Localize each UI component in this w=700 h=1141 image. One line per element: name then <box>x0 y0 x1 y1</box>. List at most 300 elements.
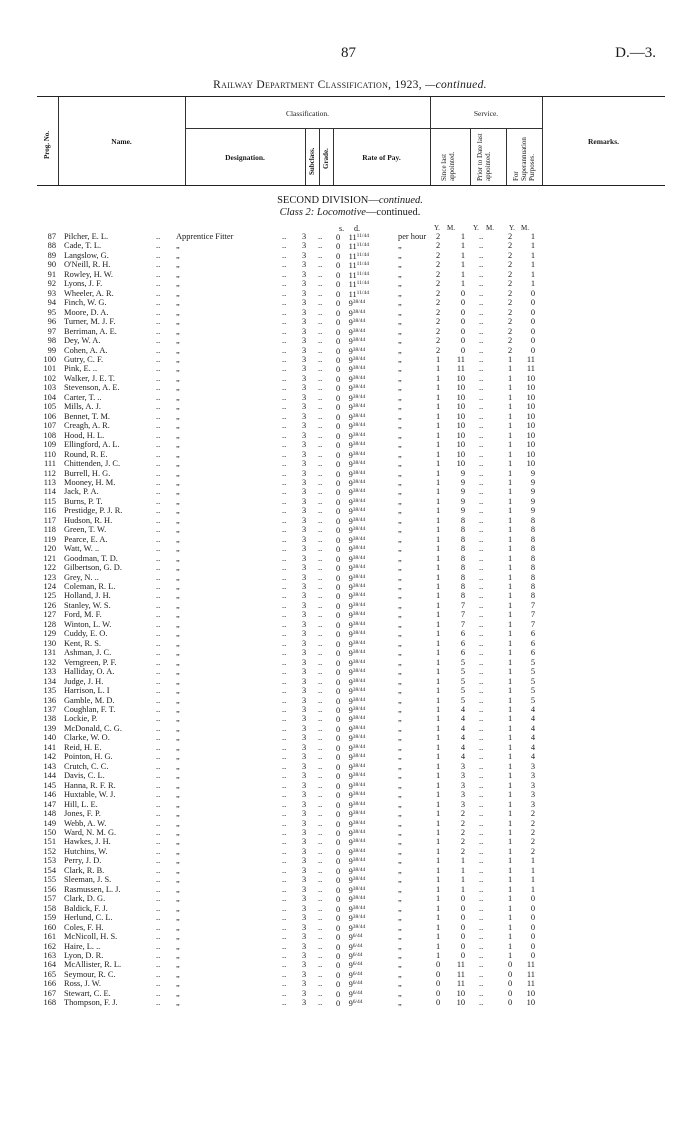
table-row <box>0 866 700 875</box>
super-months: 8 <box>530 515 535 525</box>
prior-service: .. <box>479 364 484 374</box>
since-months: 11 <box>456 364 465 374</box>
table-row <box>0 856 700 865</box>
division-label: SECOND DIVISION— <box>277 195 379 206</box>
since-years: 1 <box>436 667 441 677</box>
rate-of-pay: 0 $9^{38/44}$ <box>336 526 366 536</box>
prog-no: 154 <box>43 865 56 875</box>
table-row <box>0 487 700 496</box>
since-years: 0 <box>436 969 441 979</box>
super-years: 2 <box>508 307 513 317</box>
rate-fraction: 6/44 <box>352 933 363 940</box>
super-months: 0 <box>530 307 535 317</box>
leader-dots: .. <box>156 553 161 563</box>
rate-fraction: 38/44 <box>352 393 366 400</box>
subclass: 3 <box>302 648 307 658</box>
rate-fraction: 38/44 <box>352 762 366 769</box>
super-months: 0 <box>530 345 535 355</box>
employee-name: Hutchins, W. <box>64 846 108 856</box>
prog-no: 101 <box>43 364 56 374</box>
since-years: 1 <box>436 875 441 885</box>
designation: „ <box>176 534 180 544</box>
since-months: 3 <box>460 799 465 809</box>
leader-dots: .. <box>156 638 161 648</box>
table-row <box>0 421 700 430</box>
super-months: 11 <box>526 960 535 970</box>
prog-no: 129 <box>43 629 56 639</box>
leader-dots: .. <box>156 619 161 629</box>
rate-of-pay: 0 $9^{38/44}$ <box>336 441 366 451</box>
leader-dots: .. <box>318 932 323 942</box>
designation: „ <box>176 648 180 658</box>
prog-no: 166 <box>43 979 56 989</box>
leader-dots: .. <box>282 771 287 781</box>
table-row <box>0 960 700 969</box>
subclass: 3 <box>302 307 307 317</box>
subclass: 3 <box>302 875 307 885</box>
since-years: 1 <box>436 392 441 402</box>
prog-no: 122 <box>43 563 56 573</box>
since-years: 1 <box>436 383 441 393</box>
super-years: 1 <box>508 402 513 412</box>
since-years: 1 <box>436 364 441 374</box>
prior-service: .. <box>479 298 484 308</box>
leader-dots: .. <box>318 667 323 677</box>
subclass: 3 <box>302 288 307 298</box>
designation: „ <box>176 941 180 951</box>
subclass: 3 <box>302 818 307 828</box>
prog-no: 148 <box>43 809 56 819</box>
leader-dots: .. <box>156 790 161 800</box>
rate-unit: „ <box>398 307 402 317</box>
leader-dots: .. <box>282 695 287 705</box>
prior-service: .. <box>479 392 484 402</box>
prog-no: 116 <box>43 506 56 516</box>
since-months: 8 <box>460 572 465 582</box>
table-row <box>0 279 700 288</box>
designation: „ <box>176 818 180 828</box>
leader-dots: .. <box>282 818 287 828</box>
since-months: 1 <box>460 884 465 894</box>
subclass: 3 <box>302 392 307 402</box>
rate-of-pay: 0 $9^{6/44}$ <box>336 951 363 961</box>
subclass: 3 <box>302 610 307 620</box>
leader-dots: .. <box>282 648 287 658</box>
since-months: 0 <box>460 894 465 904</box>
since-months: 9 <box>460 468 465 478</box>
rate-unit: „ <box>398 421 402 431</box>
prior-service: .. <box>479 250 484 260</box>
prog-no: 102 <box>43 373 56 383</box>
leader-dots: .. <box>156 411 161 421</box>
subclass: 3 <box>302 354 307 364</box>
since-months: 7 <box>460 610 465 620</box>
prior-service: .. <box>479 534 484 544</box>
leader-dots: .. <box>282 421 287 431</box>
rate-of-pay: 0 $11^{11/44}$ <box>336 242 369 252</box>
leader-dots: .. <box>156 582 161 592</box>
designation: „ <box>176 686 180 696</box>
rate-of-pay: 0 $9^{6/44}$ <box>336 989 363 999</box>
table-row <box>0 440 700 449</box>
rate-of-pay: 0 $9^{38/44}$ <box>336 564 366 574</box>
leader-dots: .. <box>282 336 287 346</box>
super-months: 0 <box>530 288 535 298</box>
rate-of-pay: 0 $9^{38/44}$ <box>336 715 366 725</box>
rate-of-pay: 0 $9^{38/44}$ <box>336 355 366 365</box>
leader-dots: .. <box>282 837 287 847</box>
table-row <box>0 677 700 686</box>
super-months: 10 <box>526 411 535 421</box>
since-years: 1 <box>436 534 441 544</box>
designation: „ <box>176 260 180 270</box>
rate-unit: „ <box>398 383 402 393</box>
since-months: 7 <box>460 600 465 610</box>
prior-service: .. <box>479 941 484 951</box>
super-years: 1 <box>508 572 513 582</box>
since-months: 11 <box>456 354 465 364</box>
table-row <box>0 847 700 856</box>
rate-of-pay: 0 $9^{38/44}$ <box>336 810 366 820</box>
leader-dots: .. <box>282 279 287 289</box>
rate-unit: „ <box>398 932 402 942</box>
since-years: 1 <box>436 421 441 431</box>
employee-name: Davis, C. L. <box>64 771 105 781</box>
designation: „ <box>176 657 180 667</box>
rate-unit: „ <box>398 250 402 260</box>
since-months: 4 <box>460 714 465 724</box>
prog-no: 151 <box>43 837 56 847</box>
designation: „ <box>176 449 180 459</box>
leader-dots: .. <box>282 600 287 610</box>
employee-name: Dey, W. A. <box>64 336 101 346</box>
rate-of-pay: 0 $9^{38/44}$ <box>336 923 366 933</box>
leader-dots: .. <box>318 459 323 469</box>
rate-unit: „ <box>398 638 402 648</box>
prog-no: 142 <box>43 752 56 762</box>
prior-service: .. <box>479 232 484 241</box>
table-header <box>37 96 665 186</box>
table-row <box>0 516 700 525</box>
super-months: 2 <box>530 837 535 847</box>
since-years: 1 <box>436 865 441 875</box>
prior-service: .. <box>479 913 484 923</box>
rate-fraction: 38/44 <box>352 488 366 495</box>
leader-dots: .. <box>156 780 161 790</box>
leader-dots: .. <box>318 260 323 270</box>
super-years: 1 <box>508 383 513 393</box>
employee-name: Sleeman, J. S. <box>64 875 112 885</box>
since-years: 2 <box>436 345 441 355</box>
prior-service: .. <box>479 336 484 346</box>
subclass: 3 <box>302 553 307 563</box>
table-row <box>0 317 700 326</box>
prior-service: .. <box>479 922 484 932</box>
designation: „ <box>176 932 180 942</box>
rate-unit: „ <box>398 742 402 752</box>
subclass: 3 <box>302 761 307 771</box>
rate-fraction: 11/44 <box>356 270 369 277</box>
prog-no: 126 <box>43 600 56 610</box>
prior-service: .. <box>479 818 484 828</box>
leader-dots: .. <box>282 865 287 875</box>
leader-dots: .. <box>156 421 161 431</box>
since-months: 10 <box>456 459 465 469</box>
prior-service: .. <box>479 686 484 696</box>
subclass: 3 <box>302 846 307 856</box>
header-grade: Grade. <box>322 148 330 169</box>
leader-dots: .. <box>156 922 161 932</box>
unit-months-since: M. <box>447 224 455 232</box>
since-months: 0 <box>460 288 465 298</box>
prior-service: .. <box>479 506 484 516</box>
super-years: 1 <box>508 515 513 525</box>
employee-name: Pointon, H. G. <box>64 752 113 762</box>
prog-no: 128 <box>43 619 56 629</box>
table-row <box>0 251 700 260</box>
rate-unit: „ <box>398 998 402 1008</box>
since-months: 3 <box>460 771 465 781</box>
leader-dots: .. <box>282 430 287 440</box>
designation: „ <box>176 459 180 469</box>
rate-unit: „ <box>398 506 402 516</box>
prior-service: .. <box>479 629 484 639</box>
since-years: 1 <box>436 553 441 563</box>
leader-dots: .. <box>318 373 323 383</box>
since-years: 1 <box>436 809 441 819</box>
since-months: 0 <box>460 903 465 913</box>
prog-no: 132 <box>43 657 56 667</box>
prior-service: .. <box>479 960 484 970</box>
since-months: 11 <box>456 969 465 979</box>
leader-dots: .. <box>156 676 161 686</box>
rate-unit: „ <box>398 459 402 469</box>
leader-dots: .. <box>318 998 323 1008</box>
rate-fraction: 6/44 <box>352 961 363 968</box>
designation: „ <box>176 676 180 686</box>
leader-dots: .. <box>282 799 287 809</box>
leader-dots: .. <box>318 402 323 412</box>
designation: „ <box>176 383 180 393</box>
subclass: 3 <box>302 894 307 904</box>
rate-fraction: 38/44 <box>352 365 366 372</box>
leader-dots: .. <box>156 232 161 241</box>
leader-dots: .. <box>156 884 161 894</box>
rate-fraction: 38/44 <box>352 299 366 306</box>
rate-of-pay: 0 $9^{38/44}$ <box>336 658 366 668</box>
designation: „ <box>176 373 180 383</box>
super-years: 2 <box>508 345 513 355</box>
leader-dots: .. <box>282 563 287 573</box>
prog-no: 112 <box>43 468 56 478</box>
super-years: 1 <box>508 364 513 374</box>
rate-of-pay: 0 $9^{38/44}$ <box>336 857 366 867</box>
designation: „ <box>176 440 180 450</box>
header-remarks: Remarks. <box>587 137 620 146</box>
unit-pence: d. <box>354 224 360 233</box>
super-years: 1 <box>508 629 513 639</box>
prior-service: .. <box>479 345 484 355</box>
employee-name: Haire, L. .. <box>64 941 101 951</box>
super-months: 11 <box>526 979 535 989</box>
table-row <box>0 374 700 383</box>
super-months: 10 <box>526 440 535 450</box>
rate-fraction: 11/44 <box>356 251 369 258</box>
employee-name: Cuddy, E. O. <box>64 629 108 639</box>
rate-fraction: 38/44 <box>352 412 366 419</box>
since-years: 1 <box>436 742 441 752</box>
rate-fraction: 38/44 <box>352 318 366 325</box>
super-years: 0 <box>508 969 513 979</box>
header-service: Service. <box>473 109 499 118</box>
since-years: 1 <box>436 440 441 450</box>
super-months: 0 <box>530 298 535 308</box>
leader-dots: .. <box>156 525 161 535</box>
super-months: 4 <box>530 742 535 752</box>
leader-dots: .. <box>156 761 161 771</box>
since-years: 1 <box>436 723 441 733</box>
super-months: 1 <box>530 250 535 260</box>
super-years: 1 <box>508 676 513 686</box>
leader-dots: .. <box>156 269 161 279</box>
employee-name: Prestidge, P. J. R. <box>64 506 123 516</box>
table-row <box>0 346 700 355</box>
rate-of-pay: 0 $9^{38/44}$ <box>336 781 366 791</box>
prog-no: 88 <box>47 241 56 251</box>
rate-fraction: 38/44 <box>352 866 366 873</box>
rate-fraction: 11/44 <box>356 289 369 296</box>
rate-of-pay: 0 $9^{38/44}$ <box>336 904 366 914</box>
leader-dots: .. <box>282 241 287 251</box>
rate-unit: „ <box>398 364 402 374</box>
subclass: 3 <box>302 988 307 998</box>
table-row <box>0 620 700 629</box>
designation: „ <box>176 241 180 251</box>
designation: „ <box>176 591 180 601</box>
prior-service: .. <box>479 459 484 469</box>
super-years: 2 <box>508 269 513 279</box>
since-months: 0 <box>460 317 465 327</box>
leader-dots: .. <box>156 733 161 743</box>
leader-dots: .. <box>156 827 161 837</box>
rate-of-pay: 0 $9^{6/44}$ <box>336 970 363 980</box>
super-years: 1 <box>508 875 513 885</box>
leader-dots: .. <box>156 260 161 270</box>
since-months: 1 <box>460 241 465 251</box>
prior-service: .. <box>479 572 484 582</box>
prior-service: .. <box>479 884 484 894</box>
leader-dots: .. <box>318 449 323 459</box>
subclass: 3 <box>302 714 307 724</box>
designation: „ <box>176 477 180 487</box>
super-years: 1 <box>508 477 513 487</box>
since-years: 1 <box>436 837 441 847</box>
table-row <box>0 610 700 619</box>
designation: „ <box>176 288 180 298</box>
super-years: 1 <box>508 799 513 809</box>
rate-unit: „ <box>398 686 402 696</box>
since-months: 10 <box>456 373 465 383</box>
leader-dots: .. <box>318 553 323 563</box>
designation: „ <box>176 723 180 733</box>
rate-unit: „ <box>398 837 402 847</box>
rate-unit: „ <box>398 279 402 289</box>
rate-of-pay: 0 $9^{6/44}$ <box>336 961 363 971</box>
employee-name: Mooney, H. M. <box>64 477 116 487</box>
rate-unit: „ <box>398 969 402 979</box>
unit-shillings: s. <box>339 224 345 233</box>
since-years: 1 <box>436 600 441 610</box>
since-years: 1 <box>436 705 441 714</box>
rate-fraction: 38/44 <box>352 460 366 467</box>
prog-no: 131 <box>43 648 56 658</box>
leader-dots: .. <box>156 544 161 554</box>
table-row <box>0 733 700 742</box>
prior-service: .. <box>479 837 484 847</box>
super-years: 1 <box>508 591 513 601</box>
since-months: 0 <box>460 922 465 932</box>
section-division <box>0 195 700 206</box>
table-row <box>0 355 700 364</box>
designation: „ <box>176 600 180 610</box>
since-months: 1 <box>460 875 465 885</box>
leader-dots: .. <box>156 534 161 544</box>
prog-no: 153 <box>43 856 56 866</box>
since-months: 8 <box>460 534 465 544</box>
leader-dots: .. <box>282 298 287 308</box>
super-months: 9 <box>530 477 535 487</box>
prog-no: 139 <box>43 723 56 733</box>
subclass: 3 <box>302 232 307 241</box>
super-months: 0 <box>530 922 535 932</box>
prog-no: 113 <box>43 477 56 487</box>
prior-service: .. <box>479 827 484 837</box>
leader-dots: .. <box>156 250 161 260</box>
employee-name: Watt, W. .. <box>64 544 100 554</box>
leader-dots: .. <box>156 657 161 667</box>
table-row <box>0 800 700 809</box>
employee-name: Lyon, D. R. <box>64 950 104 960</box>
designation: „ <box>176 430 180 440</box>
super-months: 0 <box>530 326 535 336</box>
leader-dots: .. <box>318 752 323 762</box>
employee-name: Lyons, J. F. <box>64 279 103 289</box>
employee-name: Coles, F. H. <box>64 922 104 932</box>
super-months: 3 <box>530 790 535 800</box>
super-years: 2 <box>508 260 513 270</box>
prior-service: .. <box>479 799 484 809</box>
super-months: 10 <box>526 421 535 431</box>
designation: „ <box>176 515 180 525</box>
super-months: 1 <box>530 269 535 279</box>
since-months: 10 <box>456 402 465 412</box>
rate-of-pay: 0 $9^{38/44}$ <box>336 592 366 602</box>
super-months: 0 <box>530 950 535 960</box>
leader-dots: .. <box>156 298 161 308</box>
prior-service: .. <box>479 430 484 440</box>
since-years: 1 <box>436 477 441 487</box>
super-years: 2 <box>508 279 513 289</box>
leader-dots: .. <box>282 250 287 260</box>
subclass: 3 <box>302 903 307 913</box>
rate-unit: „ <box>398 402 402 412</box>
employee-name: Reid, H. E. <box>64 742 102 752</box>
leader-dots: .. <box>318 686 323 696</box>
rate-fraction: 38/44 <box>352 819 366 826</box>
leader-dots: .. <box>318 629 323 639</box>
super-years: 1 <box>508 354 513 364</box>
since-years: 1 <box>436 950 441 960</box>
